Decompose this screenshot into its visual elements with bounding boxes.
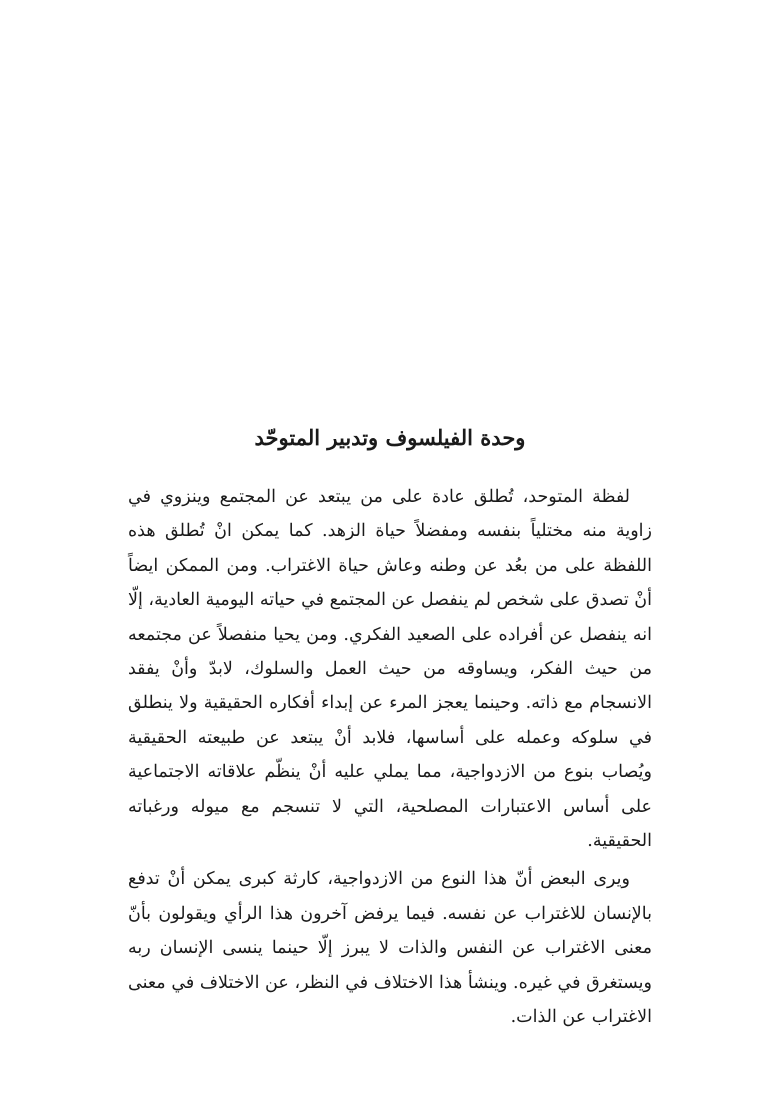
paragraph-2: ويرى البعض أنّ هذا النوع من الازدواجية، كارثة كبرى يمكن أنْ تدفع بالإنسان للاغتراب عن نفسه. فيما يرفض آخرون هذا الرأي ويقولون بأنّ معنى الاغتراب عن النفس والذات لا يبرز إلّا حينما ينسى الإنسان ربه ويستغرق في غيره. وينشأ هذا الاختلاف في النظر، عن الاختلاف في معنى الاغتراب عن الذات. (128, 869, 652, 1028)
paragraph-1: لفظة المتوحد، تُطلق عادة على من يبتعد عن المجتمع وينزوي في زاوية منه مختلياً بنفسه ومفضلاً حياة الزهد. كما يمكن انْ تُطلق هذه اللفظة على من بعُد عن وطنه وعاش حياة الاغتراب. ومن الممكن ايضاً أنْ تصدق على شخص لم ينفصل عن المجتمع في حياته اليومية العادية، إلّا انه ينفصل عن أفراده على الصعيد الفكري. ومن يحيا منفصلاً عن مجتمعه من حيث الفكر، ويساوقه من حيث العمل والسلوك، لابدّ وأنْ يفقد الانسجام مع ذاته. وحينما يعجز المرء عن إبداء أفكاره الحقيقية ولا ينطلق في سلوكه وعمله على أساسها، فلابد أنْ يبتعد عن طبيعته الحقيقية ويُصاب بنوع من الازدواجية، مما يملي عليه أنْ ينظّم علاقاته الاجتماعية على أساس الاعتبارات المصلحية، التي لا تنسجم مع ميوله ورغباته الحقيقية. (128, 487, 652, 852)
body-text (128, 480, 652, 1035)
chapter-title: وحدة الفيلسوف وتدبير المتوحّد (254, 425, 526, 450)
